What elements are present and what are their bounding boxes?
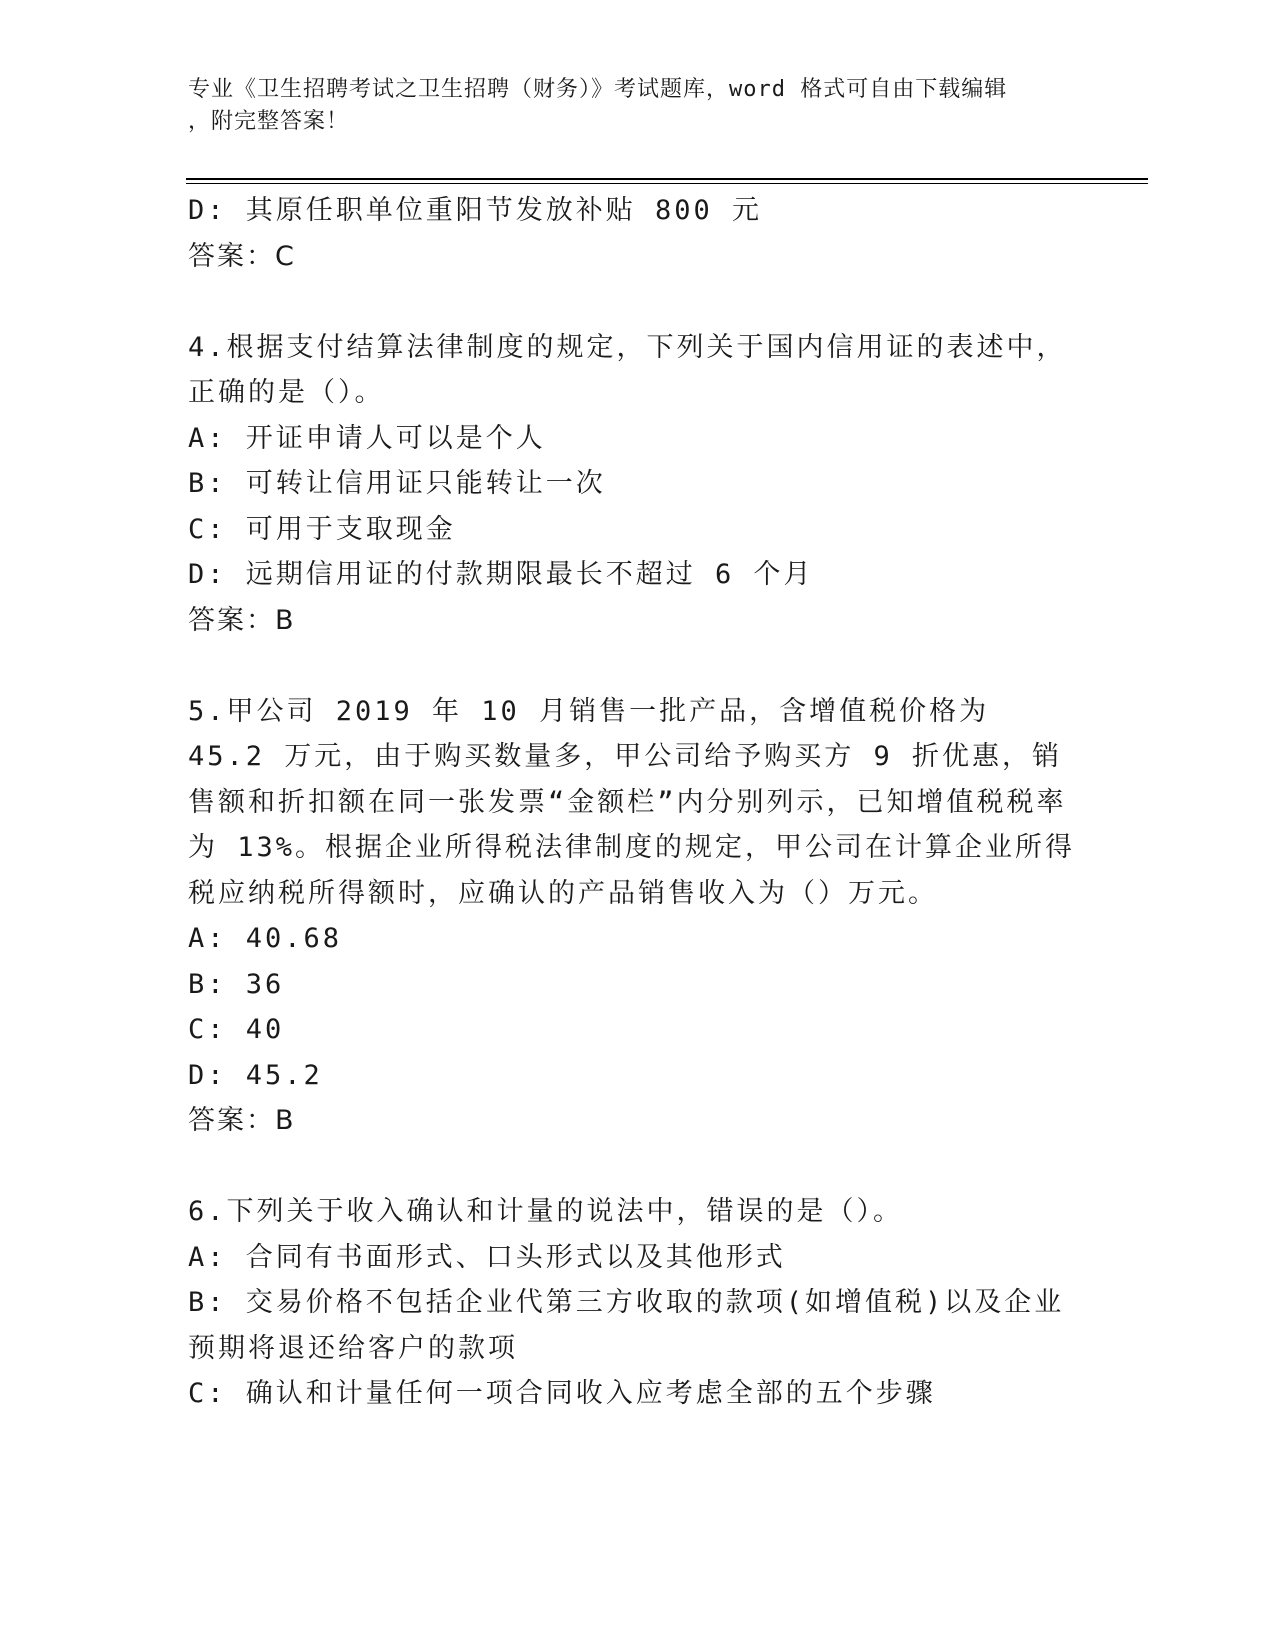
answer: 答案：B xyxy=(188,604,296,636)
option-c: C: 确认和计量任何一项合同收入应考虑全部的五个步骤 xyxy=(188,1378,936,1409)
header-divider-thin xyxy=(186,183,1148,184)
question-text: 6.下列关于收入确认和计量的说法中，错误的是（）。 xyxy=(188,1196,904,1227)
option-d: D: 其原任职单位重阳节发放补贴 800 元 xyxy=(188,195,763,226)
header-divider-thick xyxy=(186,178,1148,180)
option-c: C: 40 xyxy=(188,1014,285,1045)
document-header xyxy=(188,74,1068,138)
option-b: B: 交易价格不包括企业代第三方收取的款项(如增值税)以及企业预期将退还给客户的款项 xyxy=(188,1287,1065,1364)
question-6 xyxy=(188,1189,1088,1417)
header-line-1: 专业《卫生招聘考试之卫生招聘（财务）》考试题库，word 格式可自由下载编辑 xyxy=(188,77,1008,102)
option-b: B: 可转让信用证只能转让一次 xyxy=(188,468,606,499)
question-4 xyxy=(188,325,1088,644)
option-d: D: 45.2 xyxy=(188,1059,323,1091)
question-text: 4.根据支付结算法律制度的规定，下列关于国内信用证的表述中，正确的是（）。 xyxy=(188,331,1067,408)
option-a: A: 40.68 xyxy=(188,923,343,954)
answer: 答案：B xyxy=(188,1105,296,1136)
spacer xyxy=(188,643,1088,689)
question-list xyxy=(188,188,1088,1417)
option-b: B: 36 xyxy=(188,968,285,1000)
header-line-2: ，附完整答案！ xyxy=(188,109,350,134)
spacer xyxy=(188,1144,1088,1190)
spacer xyxy=(188,279,1088,325)
question-text: 5.甲公司 2019 年 10 月销售一批产品，含增值税价格为 45.2 万元，由于购买数量多，甲公司给予购买方 9 折优惠，销售额和折扣额在同一张发票“金额栏”内分别列示，已知增值税税率为 13%。根据企业所得税法律制度的规定，甲公司在计算企业所得税应纳税所得额时，应确认的产品销售收入为（）万元。 xyxy=(188,695,1076,909)
option-d: D: 远期信用证的付款期限最长不超过 6 个月 xyxy=(188,559,814,590)
question-5 xyxy=(188,689,1088,1144)
answer: 答案：C xyxy=(188,240,296,272)
option-a: A: 合同有书面形式、口头形式以及其他形式 xyxy=(188,1241,786,1273)
option-a: A: 开证申请人可以是个人 xyxy=(188,422,546,454)
option-c: C: 可用于支取现金 xyxy=(188,513,456,545)
